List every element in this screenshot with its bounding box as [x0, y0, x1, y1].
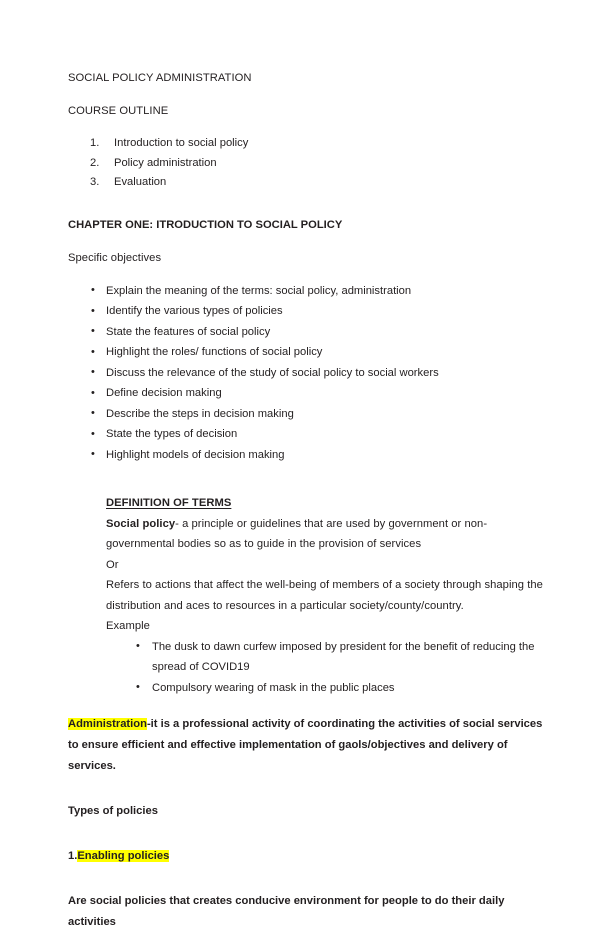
social-policy-alt-definition: Refers to actions that affect the well-being of members of a society through shaping the distribution and aces to resources in a particular society/county/country.	[106, 579, 543, 612]
list-item-label: Evaluation	[114, 176, 167, 188]
course-outline-list	[68, 134, 546, 193]
spacer	[68, 205, 546, 215]
list-item	[68, 154, 546, 174]
social-policy-term: Social policy	[106, 517, 176, 530]
spacer	[68, 698, 546, 714]
administration-definition-text: -it is a professional activity of coordinating the activities of social services to ensure efficient and effective implementation of gaols/objectives and delivery of services.	[68, 718, 543, 772]
types-of-policies-heading: Types of policies	[68, 805, 158, 817]
policy-one-heading	[68, 846, 546, 867]
list-item	[68, 134, 546, 154]
document-title: SOCIAL POLICY ADMINISTRATION	[68, 72, 252, 84]
course-outline-heading: COURSE OUTLINE	[68, 105, 169, 117]
spacer	[68, 879, 546, 891]
definitions-heading	[106, 493, 546, 514]
list-item: • Describe the steps in decision making	[68, 404, 546, 425]
document-body	[68, 68, 546, 945]
list-item	[68, 173, 546, 193]
list-item: • Discuss the relevance of the study of social policy to social workers	[68, 363, 546, 384]
policy-one-label-highlight: Enabling policies	[77, 850, 170, 862]
administration-term-highlight: Administration	[68, 718, 147, 730]
spacer	[68, 477, 546, 493]
list-item: • Explain the meaning of the terms: social policy, administration	[68, 281, 546, 302]
example-list	[106, 637, 546, 699]
objectives-label: Specific objectives	[68, 251, 162, 264]
list-item-label: Introduction to social policy	[114, 137, 249, 149]
list-item: • Highlight models of decision making	[68, 445, 546, 466]
social-policy-definition-text: - a principle or guidelines that are used by government or non-governmental bodies so as to guide in the provision of services	[106, 517, 488, 550]
list-item-number: 1.	[90, 137, 100, 149]
example-label: Example	[106, 620, 150, 632]
list-item: • Compulsory wearing of mask in the public places	[106, 678, 546, 699]
list-item: • State the features of social policy	[68, 322, 546, 343]
spacer	[68, 834, 546, 846]
list-item-number: 2.	[90, 156, 100, 169]
list-item: • Highlight the roles/ functions of social policy	[68, 342, 546, 363]
list-item-label: Policy administration	[114, 156, 217, 169]
administration-definition	[68, 714, 546, 777]
definition-of-terms-block	[106, 493, 546, 698]
chapter-heading: CHAPTER ONE: ITRODUCTION TO SOCIAL POLICY	[68, 218, 343, 231]
definitions-heading-text: DEFINITION OF TERMS	[106, 497, 232, 509]
policy-one-description: Are social policies that creates conducive environment for people to do their daily activities	[68, 895, 505, 928]
policy-one-number: 1.	[68, 850, 78, 862]
list-item-number: 3.	[90, 176, 100, 188]
list-item: • Define decision making	[68, 383, 546, 404]
list-item: • The dusk to dawn curfew imposed by president for the benefit of reducing the spread of COVID19	[106, 637, 546, 678]
objectives-list	[68, 281, 546, 466]
list-item: • Identify the various types of policies	[68, 301, 546, 322]
spacer	[68, 789, 546, 801]
list-item: • State the types of decision	[68, 424, 546, 445]
or-label: Or	[106, 558, 119, 571]
social-policy-definition	[106, 514, 546, 555]
